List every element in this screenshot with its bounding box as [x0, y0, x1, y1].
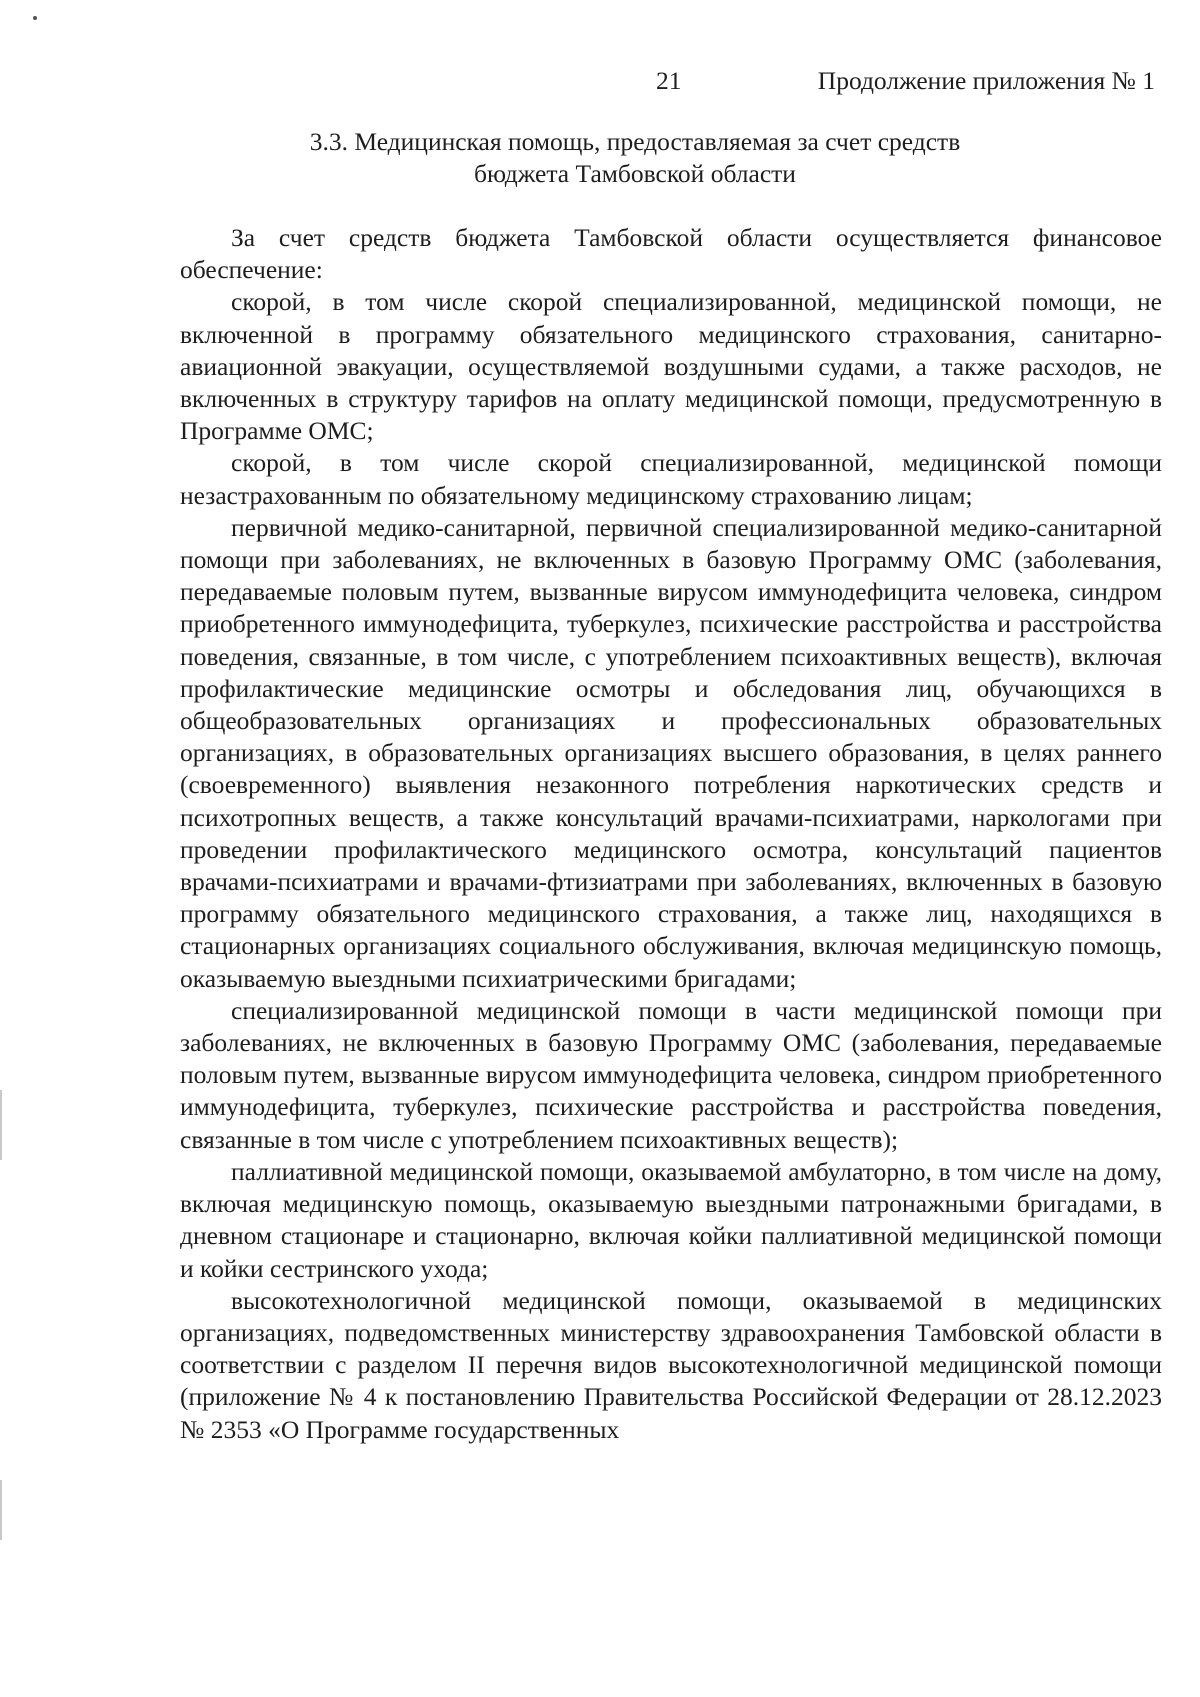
page-number: 21 — [656, 66, 682, 95]
section-heading-line: 3.3. Медицинская помощь, предоставляемая за счет средств — [309, 127, 961, 156]
list-paragraph-primary-care: первичной медико-санитарной, первичной специализированной медико-санитарной помощи при заболеваниях, не включенных в базовую Программу ОМС (заболевания, передаваемые половым путем, вызванные вирусом иммунодефицита человека, синдром приобретенного иммунодефицита, туберкулез, психические расстройства и расстройства поведения, связанные, в том числе, с употреблением психоактивных веществ), включая профилактические медицинские осмотры и обследования лиц, обучающихся в общеобразовательных организациях и профессиональных образовательных организациях, в образовательных организациях высшего образования, в целях раннего (своевременного) выявления незаконного потребления наркотических средств и психотропных веществ, а также консультаций врачами-психиатрами, наркологами при проведении профилактического медицинского осмотра, консультаций пациентов врачами-психиатрами и врачами-фтизиатрами при заболеваниях, включенных в базовую программу обязательного медицинского страхования, а также лиц, находящихся в стационарных организациях социального обслуживания, включая медицинскую помощь, оказываемую выездными психиатрическими бригадами; — [180, 512, 1162, 993]
list-paragraph-palliative-care: паллиативной медицинской помощи, оказываемой амбулаторно, в том числе на дому, включая медицинскую помощь, оказываемую выездными патронажными бригадами, в дневном стационаре и стационарно, включая койки паллиативной медицинской помощи и койки сестринского ухода; — [180, 1156, 1162, 1283]
list-paragraph-specialized-care: специализированной медицинской помощи в части медицинской помощи при заболеваниях, не включенных в базовую Программу ОМС (заболевания, передаваемые половым путем, вызванные вирусом иммунодефицита человека, синдром приобретенного иммунодефицита, туберкулез, психические расстройства и расстройства поведения, связанные в том числе с употреблением психоактивных веществ); — [180, 995, 1162, 1154]
intro-paragraph: За счет средств бюджета Тамбовской области осуществляется финансовое обеспечение: — [180, 223, 1162, 285]
section-heading-line: бюджета Тамбовской области — [474, 159, 796, 188]
list-paragraph-high-tech-care: высокотехнологичной медицинской помощи, оказываемой в медицинских организациях, подведомственных министерству здравоохранения Тамбовской области в соответствии с разделом II перечня видов высокотехнологичной медицинской помощи (приложение № 4 к постановлению Правительства Российской Федерации от 28.12.2023 № 2353 «О Программе государственных — [180, 1285, 1162, 1444]
section-heading — [0, 126, 1200, 190]
scan-speck — [33, 16, 37, 20]
list-paragraph-uninsured-emergency: скорой, в том числе скорой специализированной, медицинской помощи незастрахованным по обязательному медицинскому страхованию лицам; — [180, 448, 1162, 510]
page-header — [0, 66, 1200, 100]
appendix-continuation-label: Продолжение приложения № 1 — [817, 66, 1155, 95]
scan-edge-mark — [0, 1480, 2, 1540]
document-body — [180, 222, 1162, 1446]
list-paragraph-emergency-care: скорой, в том числе скорой специализированной, медицинской помощи, не включенной в программу обязательного медицинского страхования, санитарно-авиационной эвакуации, осуществляемой воздушными судами, а также расходов, не включенных в структуру тарифов на оплату медицинской помощи, предусмотренную в Программе ОМС; — [180, 287, 1162, 446]
scan-edge-mark — [0, 1090, 2, 1160]
